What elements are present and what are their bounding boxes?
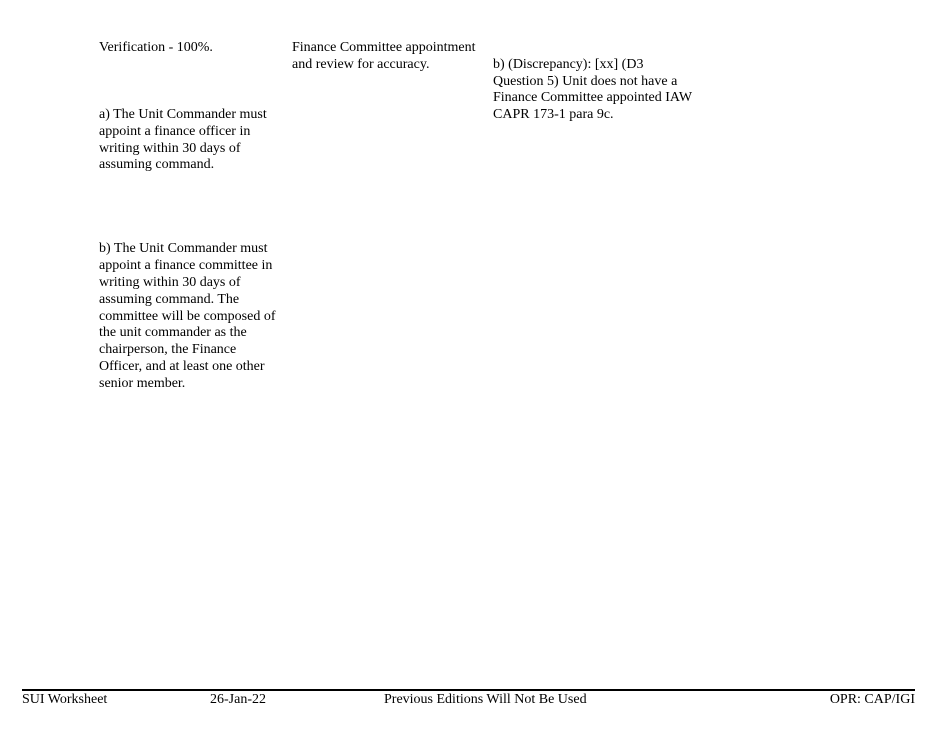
footer-divider (22, 689, 915, 691)
spacer (99, 73, 289, 90)
guidance-text: Finance Committee appointment and review for accuracy. (292, 39, 476, 72)
requirements-column (99, 23, 289, 409)
guidance-column (292, 23, 487, 90)
footer-opr: OPR: CAP/IGI (829, 692, 915, 707)
spacer (99, 191, 289, 225)
footer-date: 26-Jan-22 (210, 692, 266, 707)
requirement-b-text: b) The Unit Commander must appoint a finance committee in writing within 30 days of assuming command. The committee will be composed of the unit commander as the chairperson, the Finance Officer, and at least one other senior member. (99, 241, 276, 391)
footer-form-name: SUI Worksheet (22, 692, 108, 707)
discrepancy-b-text: b) (Discrepancy): [xx] (D3 Question 5) Unit does not have a Finance Committee appointed IAW CAPR 173-1 para 9c. (493, 56, 693, 123)
footer-notice: Previous Editions Will Not Be Used (384, 692, 587, 707)
requirement-a-text: a) The Unit Commander must appoint a finance officer in writing within 30 days of assuming command. (99, 106, 267, 173)
discrepancy-column (493, 40, 708, 141)
verification-text: Verification - 100%. (99, 39, 213, 55)
